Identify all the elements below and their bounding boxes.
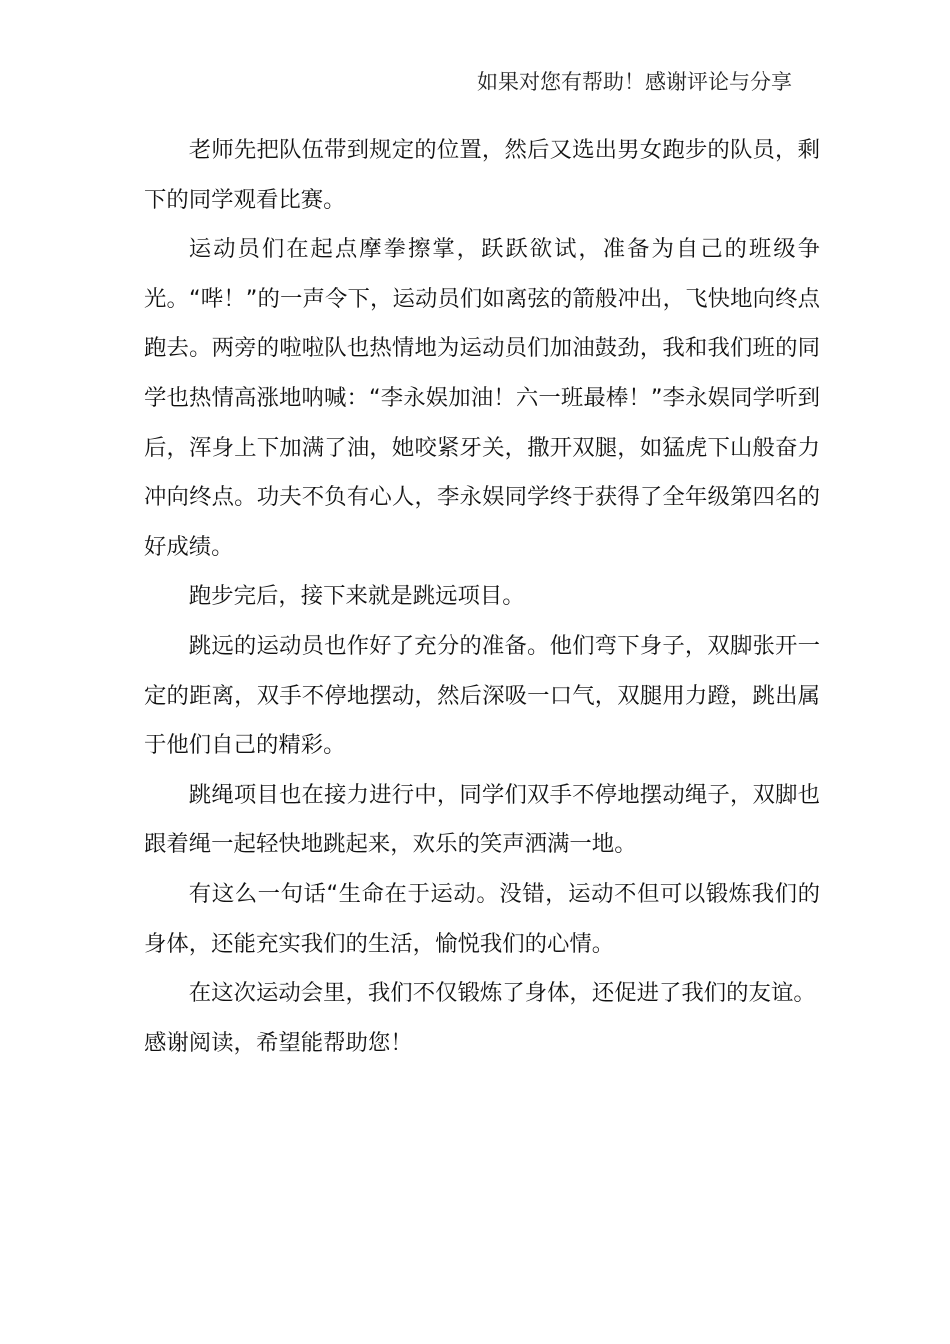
closing-line: 感谢阅读，希望能帮助您！ bbox=[144, 1029, 413, 1056]
paragraph-3: 跑步完后，接下来就是跳远项目。 bbox=[188, 583, 525, 610]
paragraph-1: 老师先把队伍带到规定的位置，然后又选出男女跑步的队员，剩下的同学观看比赛。 bbox=[144, 137, 820, 213]
paragraph-4: 跳远的运动员也作好了充分的准备。他们弯下身子，双脚张开一定的距离，双手不停地摆动，然后深吸一口气，双腿用力蹬，跳出属于他们自己的精彩。 bbox=[144, 632, 820, 759]
paragraph-6: 有这么一句话“生命在于运动。没错，运动不但可以锻炼我们的身体，还能充实我们的生活，愉悦我们的心情。 bbox=[144, 880, 820, 957]
paragraph-5: 跳绳项目也在接力进行中，同学们双手不停地摆动绳子，双脚也跟着绳一起轻快地跳起来，欢乐的笑声洒满一地。 bbox=[144, 781, 820, 858]
paragraph-2: 运动员们在起点摩拳擦掌，跃跃欲试，准备为自己的班级争光。“哔！”的一声令下，运动员们如离弦的箭般冲出，飞快地向终点跑去。两旁的啦啦队也热情地为运动员们加油鼓劲，我和我们班的同学也热情高涨地呐喊：“李永娱加油！六一班最棒！”李永娱同学听到后，浑身上下加满了油，她咬紧牙关，撒开双腿，如猛虎下山般奋力冲向终点。功夫不负有心人，李永娱同学终于获得了全年级第四名的好成绩。 bbox=[144, 236, 820, 560]
paragraph-7: 在这次运动会里，我们不仅锻炼了身体，还促进了我们的友谊。 bbox=[188, 980, 816, 1007]
page-header: 如果对您有帮助！感谢评论与分享 bbox=[477, 70, 792, 94]
article-body bbox=[144, 126, 820, 1068]
